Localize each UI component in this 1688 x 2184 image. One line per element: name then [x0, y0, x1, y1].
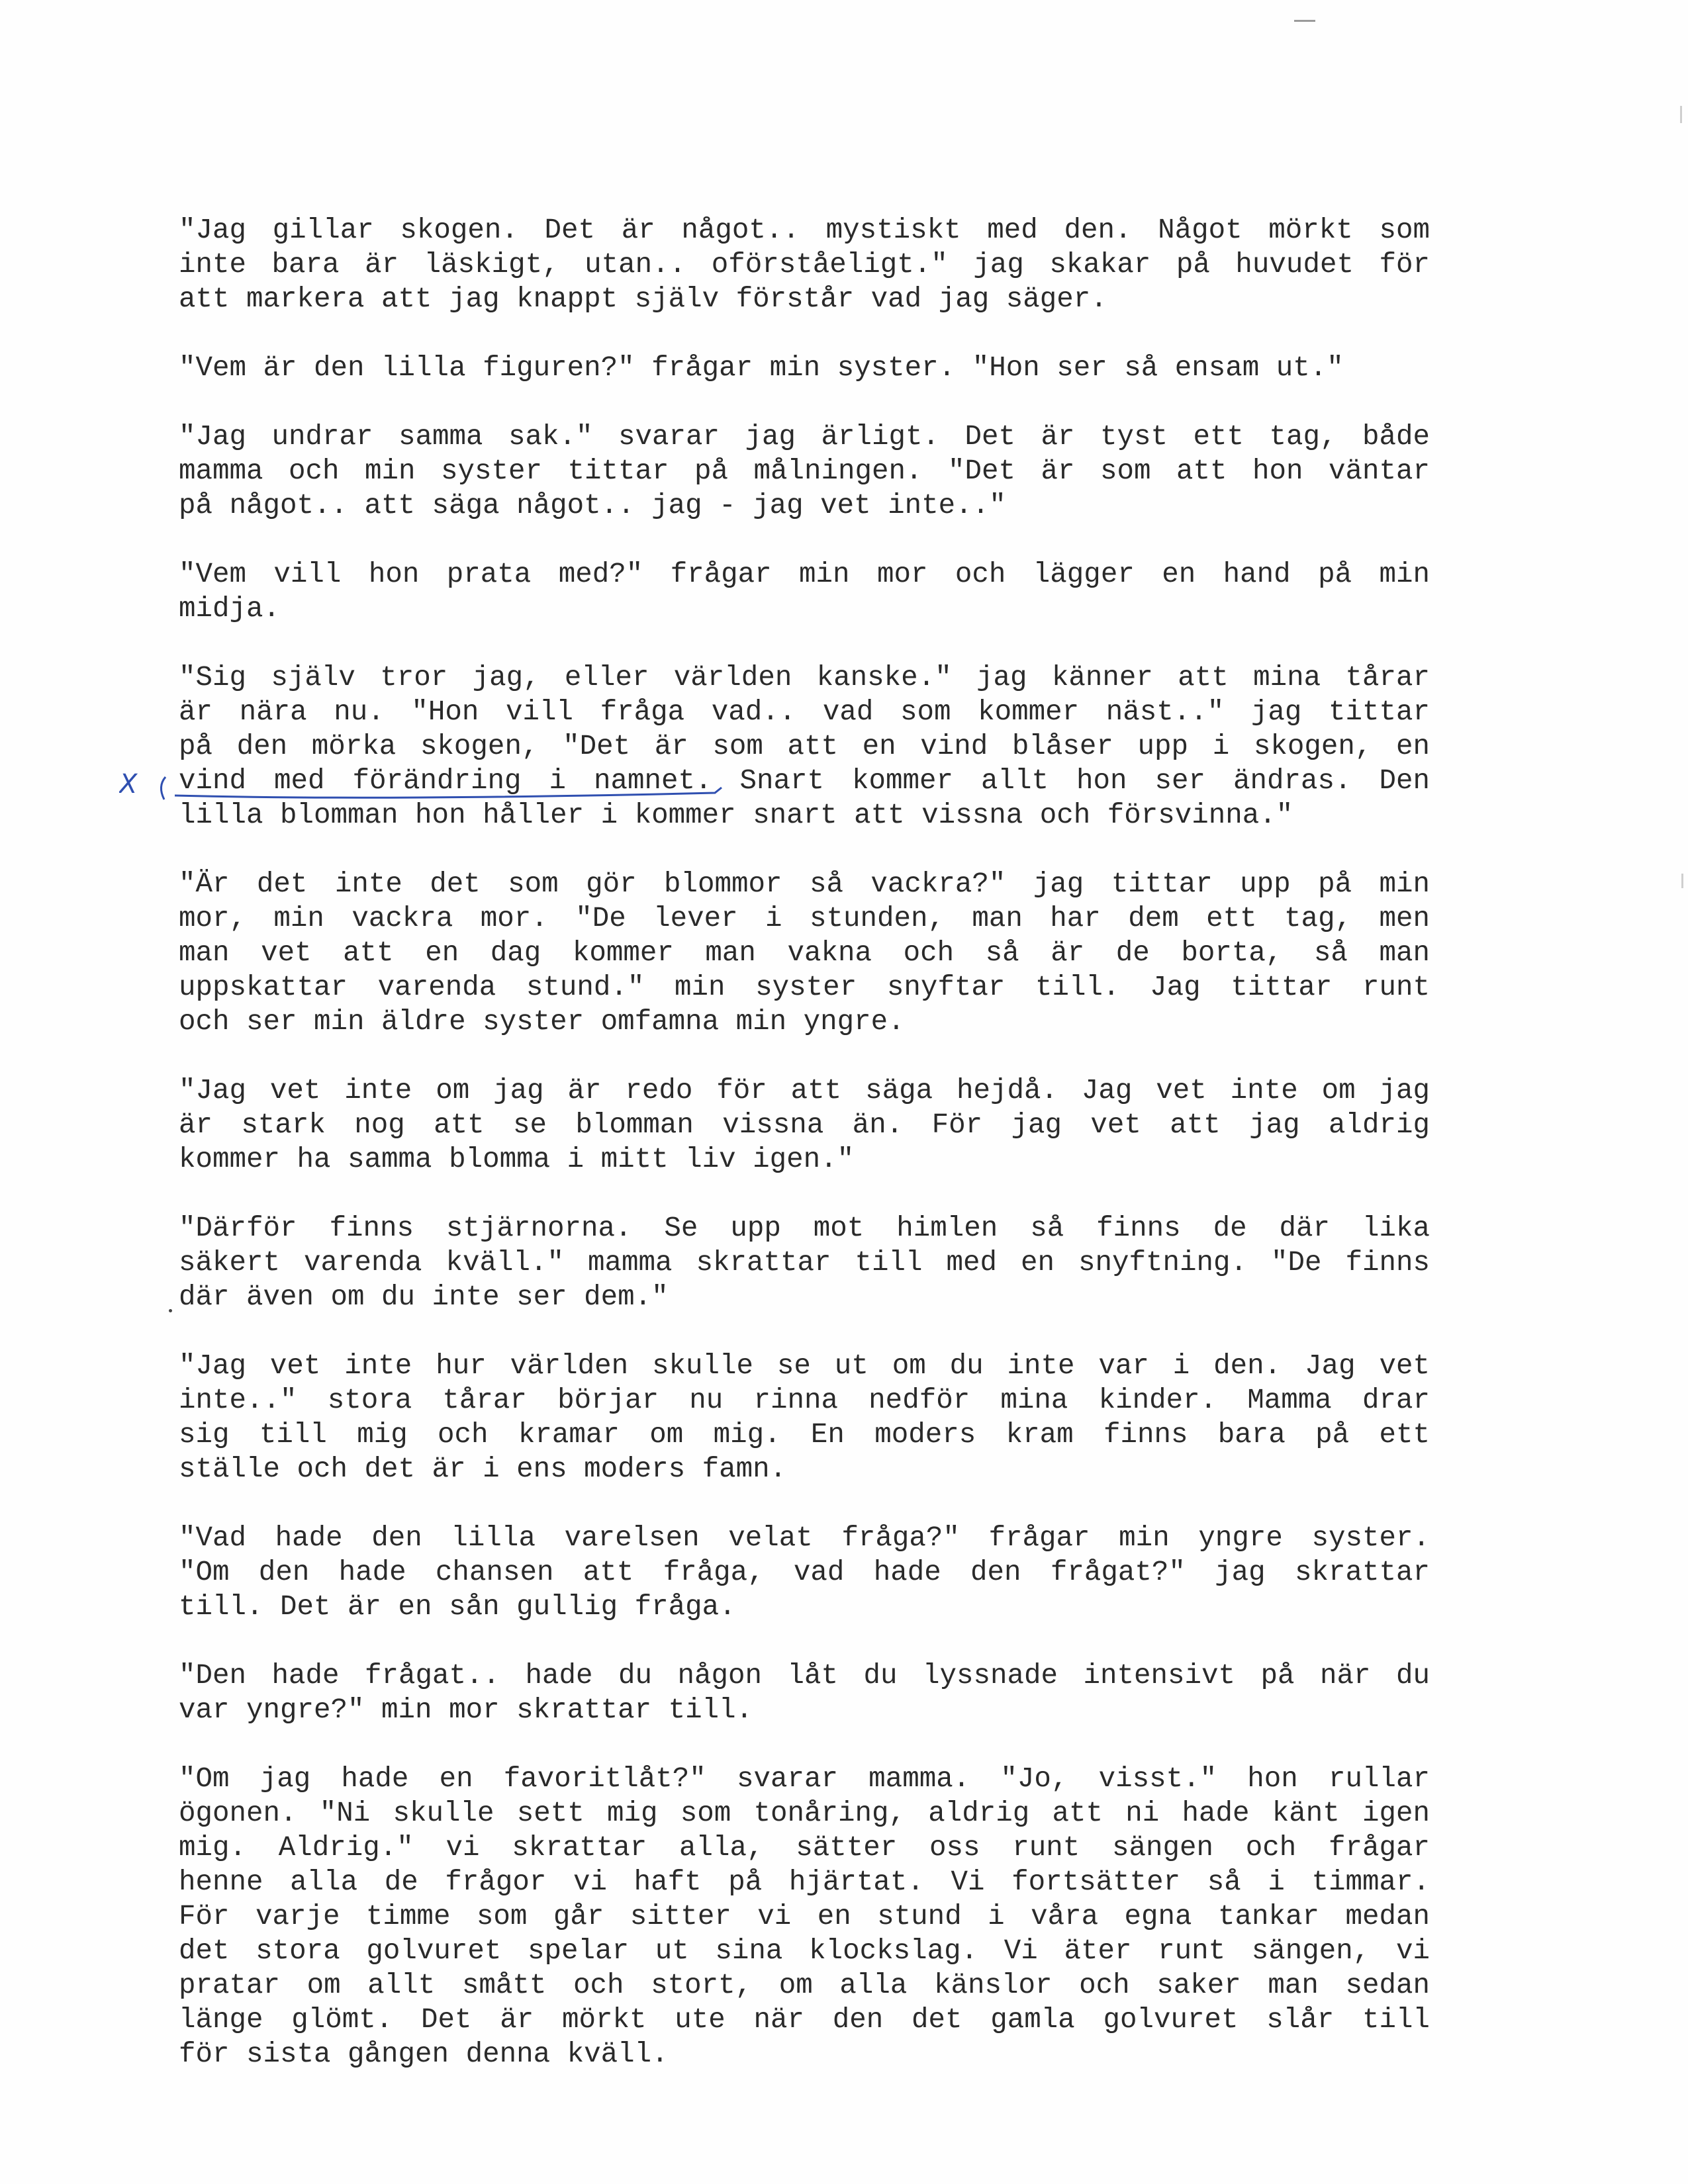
paragraph: [179, 1211, 1430, 1314]
text-line: mor, min vackra mor. "De lever i stunden, man har dem ett tag, men: [179, 903, 1430, 934]
scan-edge-mark: [1681, 874, 1683, 888]
text-line: sig till mig och kramar om mig. En moders kram finns bara på ett: [179, 1419, 1430, 1451]
paragraph: [179, 1659, 1430, 1727]
text-line: kommer ha samma blomma i mitt liv igen.": [179, 1144, 855, 1175]
text-line: "Därför finns stjärnorna. Se upp mot himlen så finns de där lika: [179, 1212, 1430, 1244]
text-line: till. Det är en sån gullig fråga.: [179, 1591, 736, 1623]
text-line: på den mörka skogen, "Det är som att en vind blåser upp i skogen, en: [179, 731, 1430, 762]
text-line: det stora golvuret spelar ut sina klockslag. Vi äter runt sängen, vi: [179, 1935, 1430, 1967]
text-line: pratar om allt smått och stort, om alla känslor och saker man sedan: [179, 1970, 1430, 2001]
paragraph: [179, 1349, 1430, 1486]
paragraph: [179, 660, 1430, 833]
text-line: "Jag vet inte hur världen skulle se ut om du inte var i den. Jag vet: [179, 1350, 1430, 1382]
text-line: ögonen. "Ni skulle sett mig som tonåring, aldrig att ni hade känt igen: [179, 1797, 1430, 1829]
text-line: uppskattar varenda stund." min syster snyftar till. Jag tittar runt: [179, 972, 1430, 1003]
text-line: att markera att jag knappt själv förstår vad jag säger.: [179, 283, 1107, 315]
text-line: vind med förändring i namnet. Snart kommer allt hon ser ändras. Den: [179, 765, 1430, 797]
paragraph: [179, 351, 1430, 385]
text-line: henne alla de frågor vi haft på hjärtat. Vi fortsätter så i timmar.: [179, 1866, 1430, 1898]
margin-bracket: [161, 777, 165, 799]
ink-dot: [169, 1309, 172, 1312]
text-line: "Om jag hade en favoritlåt?" svarar mamma. "Jo, visst." hon rullar: [179, 1763, 1430, 1795]
text-line: där även om du inte ser dem.": [179, 1281, 669, 1313]
scan-edge-mark: [1680, 106, 1682, 123]
text-line: inte bara är läskigt, utan.. oförståeligt." jag skakar på huvudet för: [179, 249, 1430, 281]
text-line: "Den hade frågat.. hade du någon låt du lyssnade intensivt på när du: [179, 1660, 1430, 1692]
paragraph: [179, 420, 1430, 523]
text-line: "Jag undrar samma sak." svarar jag ärligt. Det är tyst ett tag, både: [179, 421, 1430, 453]
text-line: är nära nu. "Hon vill fråga vad.. vad som kommer näst.." jag tittar: [179, 696, 1430, 728]
text-line: "Är det inte det som gör blommor så vackra?" jag tittar upp på min: [179, 868, 1430, 900]
text-line: För varje timme som går sitter vi en stund i våra egna tankar medan: [179, 1901, 1430, 1933]
text-line: inte.." stora tårar börjar nu rinna nedför mina kinder. Mamma drar: [179, 1385, 1430, 1416]
text-line: mig. Aldrig." vi skrattar alla, sätter oss runt sängen och frågar: [179, 1832, 1430, 1864]
text-line: "Om den hade chansen att fråga, vad hade den frågat?" jag skrattar: [179, 1557, 1430, 1588]
text-line: på något.. att säga något.. jag - jag vet inte..": [179, 490, 1006, 522]
text-line: för sista gången denna kväll.: [179, 2038, 669, 2070]
text-line: "Sig själv tror jag, eller världen kanske." jag känner att mina tårar: [179, 662, 1430, 694]
text-line: "Jag gillar skogen. Det är något.. mystiskt med den. Något mörkt som: [179, 214, 1430, 246]
text-line: midja.: [179, 593, 281, 625]
text-line: "Vem vill hon prata med?" frågar min mor och lägger en hand på min: [179, 559, 1430, 590]
scan-artifact-dash: [1294, 20, 1315, 22]
paragraph: [179, 213, 1430, 316]
text-line: "Vem är den lilla figuren?" frågar min syster. "Hon ser så ensam ut.": [179, 352, 1344, 384]
text-line: "Vad hade den lilla varelsen velat fråga?" frågar min yngre syster.: [179, 1522, 1430, 1554]
paragraph: [179, 557, 1430, 626]
margin-mark: X: [119, 769, 138, 799]
text-line: "Jag vet inte om jag är redo för att säga hejdå. Jag vet inte om jag: [179, 1075, 1430, 1107]
paragraph: [179, 867, 1430, 1039]
text-line: mamma och min syster tittar på målningen. "Det är som att hon väntar: [179, 455, 1430, 487]
text-line: ställe och det är i ens moders famn.: [179, 1453, 787, 1485]
paragraph: [179, 1073, 1430, 1177]
text-line: man vet att en dag kommer man vakna och så är de borta, så man: [179, 937, 1430, 969]
text-line: och ser min äldre syster omfamna min yngre.: [179, 1006, 905, 1038]
paragraph: [179, 1762, 1430, 2071]
paragraph: [179, 1521, 1430, 1624]
document-body: [179, 213, 1430, 2106]
text-line: är stark nog att se blomman vissna än. För jag vet att jag aldrig: [179, 1109, 1430, 1141]
text-line: var yngre?" min mor skrattar till.: [179, 1694, 753, 1726]
text-line: säkert varenda kväll." mamma skrattar till med en snyftning. "De finns: [179, 1247, 1430, 1279]
text-line: lilla blomman hon håller i kommer snart att vissna och försvinna.": [179, 799, 1293, 831]
text-line: länge glömt. Det är mörkt ute när den det gamla golvuret slår till: [179, 2004, 1430, 2036]
